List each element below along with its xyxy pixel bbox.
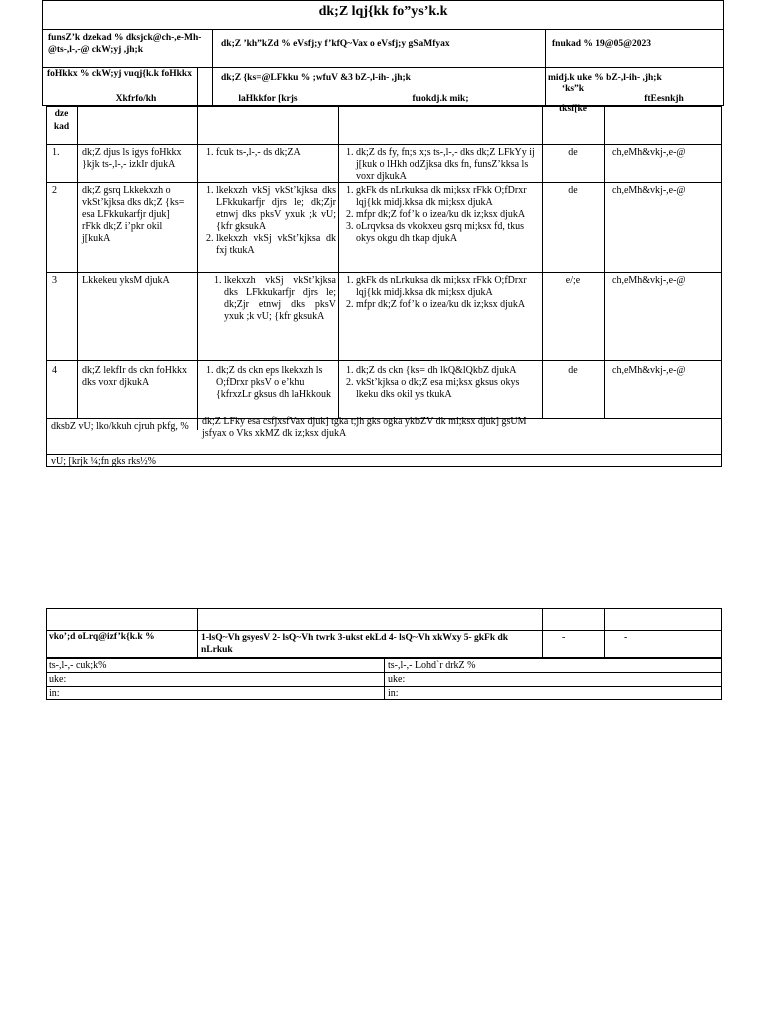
name-left-label: uke: — [49, 674, 67, 685]
row-risks — [202, 185, 336, 257]
control-list — [342, 365, 542, 401]
post-right-label: in: — [388, 688, 399, 699]
row-risks — [210, 275, 336, 323]
title-row — [42, 0, 724, 30]
header-risk-title: dk;Z ’kh”kZd % eVsfj;y f’kfQ~Vax o eVsfj;y gSaMfyax — [221, 39, 450, 49]
col-hazard-header: Xkfrfo/kh — [115, 94, 157, 104]
risk-list — [202, 365, 336, 401]
approval-vline-2 — [542, 608, 543, 658]
ppe-label: vko’;d oLrq@izf’k{k.k % — [49, 632, 155, 642]
table-row — [46, 273, 722, 361]
header-divider-1 — [212, 30, 213, 68]
row-activity: Lkkekeu yksM djukA — [82, 275, 170, 286]
row-activity: dk;Z lekfIr ds ckn foHkkx dks voxr djkukA — [82, 365, 187, 388]
row-activity: dk;Z gsrq Lkkekxzh o vkSt’kjksa dks dk;Z {ks= esa LFkkukarfjr djuk] rFkk dk;Z i’pkr okil j[kukA — [82, 185, 185, 244]
row-risks — [202, 147, 336, 159]
approval-vline-3 — [604, 608, 605, 658]
row-owner: ch,eMh&vkj-,e-@ — [612, 185, 686, 196]
control-item: 2. vkSt’kjksa o dk;Z esa mi;ksx gksus okys lkeku dks okil ys tkukA — [356, 377, 542, 401]
risk-item: 1. dk;Z ds ckn eps lkekxzh ls O;fDrxr pksV o e’khu {kfrxzLr gksus dh laHkkouk — [216, 365, 336, 401]
row-number: 3 — [52, 275, 57, 286]
table-row — [46, 145, 722, 183]
approved-by-label: ts-,l-,- Lohd`r drkZ % — [388, 660, 476, 671]
control-list — [342, 275, 538, 311]
approval-hline-1 — [46, 630, 722, 631]
row-controls — [342, 275, 538, 311]
risk-item: 2. lkekxzh vkSj vkSt’kjksa dk fxj tkukA — [216, 233, 336, 257]
subheader-divider-b — [545, 68, 546, 106]
ppe-dash-1: - — [562, 632, 566, 643]
control-list — [342, 147, 538, 183]
col-ks-header: ‘ks”k — [561, 84, 585, 94]
row-risk-level: de — [568, 185, 578, 196]
col-owner-header: ftEesnkjh — [644, 94, 684, 104]
control-item: 2. mfpr dk;Z fof’k o izea/ku dk iz;ksx djukA — [356, 209, 538, 221]
col-responsibility-header: tksf[ke — [559, 104, 587, 114]
row-owner: ch,eMh&vkj-,e-@ — [612, 275, 686, 286]
row-risk-level: e/;e — [565, 275, 581, 286]
subheader-department: foHkkx % ckW;yj vuqj{k.k foHkkx — [47, 69, 192, 79]
control-item: 1. dk;Z ds ckn {ks= dh lkQ&lQkbZ djukA — [356, 365, 542, 377]
caution-text: dk;Z LFky esa csfjxsfVax djuk] tgka t;jh gks ogka ykbZV dk mi;ksx djuk] gsUM jsfyax o Vks xkMZ dk iz;ksx djukA — [202, 416, 527, 439]
page-title: dk;Z lqj{kk fo”ys’k.k — [318, 4, 448, 19]
row-controls — [342, 185, 538, 245]
risk-item: 1. fcuk ts-,l-,- ds dk;ZA — [216, 147, 336, 159]
row-number: 1. — [52, 147, 60, 158]
row-owner: ch,eMh&vkj-,e-@ — [612, 365, 686, 376]
col-risk-header: laHkkfor [krjs — [238, 94, 298, 104]
row-controls — [342, 147, 538, 183]
signature-vline — [384, 658, 385, 700]
col-control-header: fuokdj.k mik; — [412, 94, 469, 104]
post-left-label: in: — [49, 688, 60, 699]
name-right-label: uke: — [388, 674, 406, 685]
risk-item: 1. lkekxzh vkSj vkSt’kjksa dks LFkkukarfjr djrs le; dk;Zjr etnwj dks pksV yxuk ;k vU; {kfr gksukA — [224, 275, 336, 323]
control-list — [342, 185, 538, 245]
control-item: 3. oLrqvksa ds vkokxeu gsrq mi;ksx fd, tkus okys okgu dh tkap djukA — [356, 221, 538, 245]
control-item: 1. gkFk ds nLrkuksa dk mi;ksx rFkk O;fDrxr lqj{kk midj.kksa dk mi;ksx djukA — [356, 185, 538, 209]
row-activity: dk;Z djus ls igys foHkkx }kjk ts-,l-,- izkIr djukA — [82, 147, 182, 170]
subheader-activity-area: dk;Z {ks=@LFkku % ;wfuV &3 bZ-,l-ih- ,jh;k — [221, 73, 411, 83]
subheader-equipment: midj.k uke % bZ-,l-ih- ,jh;k — [548, 73, 662, 83]
risk-list — [202, 185, 336, 257]
control-item: 1. gkFk ds nLrkuksa dk mi;ksx rFkk O;fDrxr lqj{kk midj.kksa dk mi;ksx djukA — [356, 275, 538, 299]
table-row — [46, 183, 722, 273]
other-hazard-label: vU; [krjk ¼;fn gks rks½% — [51, 456, 156, 467]
col-no-header: dze kad — [53, 109, 70, 132]
row-risks — [202, 365, 336, 401]
risk-list — [210, 275, 336, 323]
risk-item: 1. lkekxzh vkSj vkSt’kjksa dks LFkkukarfjr djrs le; dk;Zjr etnwj dks pksV yxuk ;k vU; {kfr gksukA — [216, 185, 336, 233]
ppe-list: 1-lsQ~Vh gsyesV 2- lsQ~Vh twrk 3-ukst ekLd 4- lsQ~Vh xkWxy 5- gkFk dk nLrkuk — [201, 633, 509, 655]
row-number: 2 — [52, 185, 57, 196]
row-risk-level: de — [568, 365, 578, 376]
risk-list — [202, 147, 336, 159]
control-item: 1. dk;Z ds fy, fn;s x;s ts-,l-,- dks dk;Z LFkYy ij j[kuk o lHkh odZjksa dks fn, funsZ’kksa ls voxr djkukA — [356, 147, 538, 183]
header-department-ref: funsZ’k dzekad % dksjck@ch-,e-Mh-@ts-,l-,-@ ckW;yj ,jh;k — [48, 33, 202, 55]
row-owner: ch,eMh&vkj-,e-@ — [612, 147, 686, 158]
row-risk-level: de — [568, 147, 578, 158]
table-row — [46, 361, 722, 419]
row-number: 4 — [52, 365, 57, 376]
approval-vline-1 — [197, 608, 198, 658]
caution-label: dksbZ vU; lko/kkuh cjruh pkfg, % — [51, 421, 189, 432]
row-controls — [342, 365, 542, 401]
ppe-dash-2: - — [624, 632, 628, 643]
control-item: 2. mfpr dk;Z fof’k o izea/ku dk iz;ksx djukA — [356, 299, 538, 311]
header-date: fnukad % 19@05@2023 — [552, 39, 651, 49]
prepared-by-label: ts-,l-,- cuk;k% — [49, 660, 107, 671]
header-divider-2 — [545, 30, 546, 68]
